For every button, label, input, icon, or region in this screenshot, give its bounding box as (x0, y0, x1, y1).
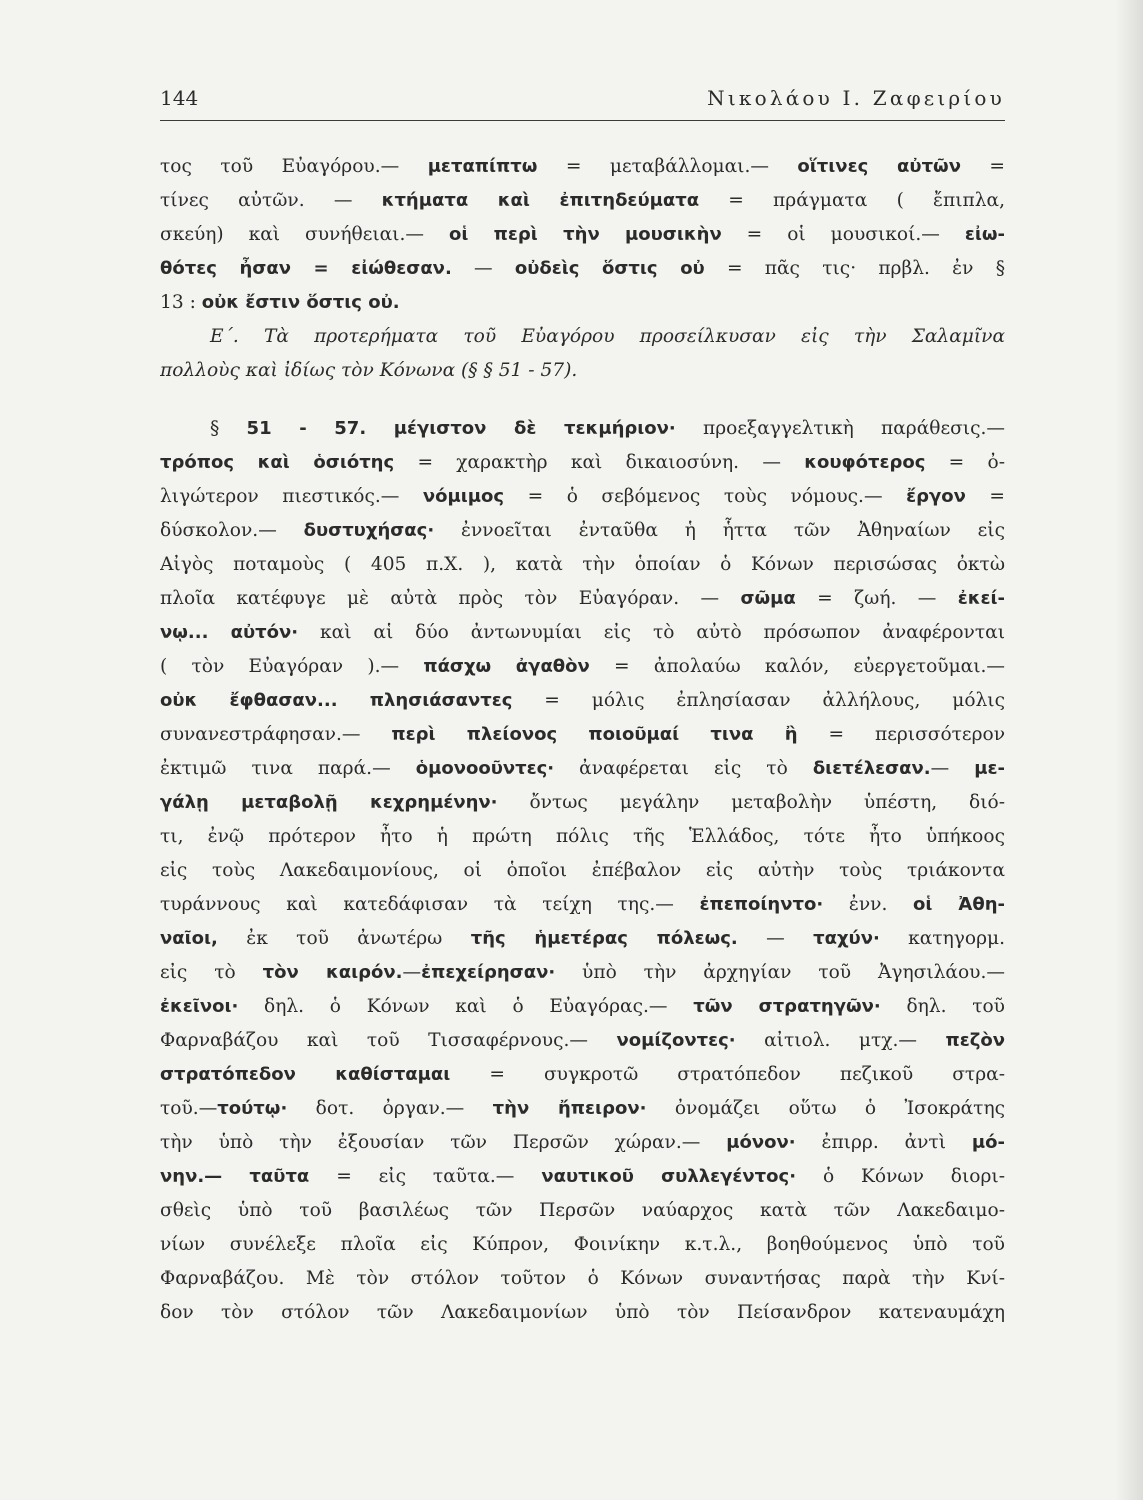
gloss-text: καὶ αἱ δύο ἀντωνυμίαι εἰς τὸ αὐτὸ πρόσωπον ἀναφέρονται (298, 622, 1005, 643)
gloss-text: — (451, 258, 515, 279)
lemma-term: περὶ πλείονος ποιοῦμαί τινα ἢ (391, 724, 798, 745)
lemma-term: οὐκ ἔφθασαν... πλησιάσαντες (160, 690, 513, 711)
text-line (160, 150, 1005, 184)
lemma-term: οὐκ ἔστιν ὅστις οὐ. (201, 292, 400, 313)
lemma-term: εἰω- (964, 224, 1005, 245)
text-line (160, 582, 1005, 616)
lemma-term: τῆς ἡμετέρας πόλεως. (470, 928, 738, 949)
text-line (160, 184, 1005, 218)
gloss-text: = ζωή. — (795, 588, 958, 609)
gloss-text: αἰτιολ. μτχ.— (735, 1030, 946, 1051)
lemma-term: νῳ... αὐτόν· (160, 622, 299, 643)
text-line (160, 1126, 1005, 1160)
gloss-text: τίνες αὐτῶν. — (160, 190, 382, 211)
gloss-text: τι, ἐνῷ πρότερον ἦτο ἡ πρώτη πόλις τῆς Ἑλλάδος, τότε ἦτο ὑπήκοος (160, 826, 1005, 847)
lemma-term: στρατόπεδον καθίσταμαι (160, 1064, 451, 1085)
gloss-text: 13 : (160, 292, 202, 313)
text-line (160, 854, 1005, 888)
running-title: Νικολάου Ι. Ζαφειρίου (707, 86, 1005, 110)
lemma-term: πάσχω ἀγαθὸν (423, 656, 590, 677)
lemma-term: ἐκεί- (957, 588, 1005, 609)
gloss-text: δηλ. ὁ Κόνων καὶ ὁ Εὐαγόρας.— (238, 996, 694, 1017)
gloss-text: = μεταβάλλομαι.— (537, 156, 798, 177)
lemma-term: με- (974, 758, 1005, 779)
gloss-text: τοῦ.— (160, 1098, 218, 1119)
text-line (160, 446, 1005, 480)
gloss-text: = ὁ σεβόμενος τοὺς νόμους.— (504, 486, 907, 507)
running-header (160, 86, 1005, 121)
gloss-text: = πᾶς τις· πρβλ. ἐν § (704, 258, 1005, 279)
gloss-text: τυράννους καὶ κατεδάφισαν τὰ τείχη της.— (160, 894, 700, 915)
lemma-term: δυστυχήσας· (303, 520, 435, 541)
page-edge-shadow (1115, 0, 1143, 1500)
lemma-term: ἐπεχείρησαν· (421, 962, 556, 983)
gloss-text: = περισσότερον (797, 724, 1005, 745)
text-line (160, 888, 1005, 922)
gloss-text: = συγκροτῶ στρατόπεδον πεζικοῦ στρα- (450, 1064, 1005, 1085)
gloss-text: δοτ. ὀργαν.— (287, 1098, 493, 1119)
gloss-text: Αἰγὸς ποταμοὺς ( 405 π.Χ. ), κατὰ τὴν ὁποίαν ὁ Κόνων περισώσας ὀκτὼ (160, 554, 1005, 575)
gloss-text: — (737, 928, 814, 949)
gloss-text: = (960, 156, 1005, 177)
lemma-term: ἐκεῖνοι· (160, 996, 239, 1017)
lemma-term: τούτῳ· (217, 1098, 288, 1119)
lemma-term: ἔργον (906, 486, 966, 507)
section-heading-text: πολλοὺς καὶ ἰδίως τὸν Κόνωνα (§ § 51 - 57). (160, 360, 578, 381)
gloss-text: ὁ Κόνων διορι- (796, 1166, 1005, 1187)
body-text (160, 150, 1005, 1330)
text-line (160, 616, 1005, 650)
lemma-term: κτήματα καὶ ἐπιτηδεύματα (381, 190, 700, 211)
lemma-term: διετέλεσαν. (812, 758, 931, 779)
gloss-text: ὀνομάζει οὕτω ὁ Ἰσοκράτης (646, 1098, 1005, 1119)
gloss-text: ἐνν. (823, 894, 914, 915)
text-line (160, 412, 1005, 446)
gloss-text: Φαρναβάζου καὶ τοῦ Τισσαφέρνους.— (160, 1030, 617, 1051)
text-line (160, 252, 1005, 286)
text-line (160, 1194, 1005, 1228)
text-line (160, 514, 1005, 548)
lemma-term: οἱ Ἀθη- (913, 894, 1005, 915)
gloss-text: = ὀ- (925, 452, 1005, 473)
lemma-term: νόμιμος (422, 486, 505, 507)
text-line (160, 1024, 1005, 1058)
gloss-text: εἰς τὸ (160, 962, 263, 983)
text-line (160, 718, 1005, 752)
text-line (160, 320, 1005, 354)
text-line (160, 990, 1005, 1024)
lemma-term: κουφότερος (804, 452, 926, 473)
lemma-term: οἱ περὶ τὴν μουσικὴν (448, 224, 722, 245)
lemma-term: μό- (971, 1132, 1005, 1153)
text-line (160, 1228, 1005, 1262)
gloss-text: ( τὸν Εὐαγόραν ).— (160, 656, 424, 677)
section-heading-text: Ε΄. Τὰ προτερήματα τοῦ Εὐαγόρου προσείλκυσαν εἰς τὴν Σαλαμῖνα (210, 326, 1005, 347)
lemma-term: 51 - 57. μέγιστον δὲ τεκμήριον· (246, 418, 676, 439)
lemma-term: ναυτικοῦ συλλεγέντος· (541, 1166, 797, 1187)
gloss-text: = χαρακτὴρ καὶ δικαιοσύνη. — (394, 452, 805, 473)
gloss-text: ἐννοεῖται ἐνταῦθα ἡ ἧττα τῶν Ἀθηναίων εἰς (434, 520, 1005, 541)
lemma-term: μεταπίπτω (427, 156, 538, 177)
gloss-text: δον τὸν στόλον τῶν Λακεδαιμονίων ὑπὸ τὸν Πείσανδρον κατεναυμάχη (160, 1302, 1005, 1323)
gloss-text: τὴν ὑπὸ τὴν ἐξουσίαν τῶν Περσῶν χώραν.— (160, 1132, 727, 1153)
gloss-text: — (402, 962, 422, 983)
lemma-term: νην.— ταῦτα (160, 1166, 310, 1187)
gloss-text: δηλ. τοῦ (880, 996, 1005, 1017)
gloss-text: νίων συνέλεξε πλοῖα εἰς Κύπρον, Φοινίκην κ.τ.λ., βοηθούμενος ὑπὸ τοῦ (160, 1234, 1005, 1255)
lemma-term: τῶν στρατηγῶν· (693, 996, 881, 1017)
lemma-term: ἐπεποίηντο· (699, 894, 824, 915)
text-line (160, 1160, 1005, 1194)
lemma-term: ὁμονοοῦντες· (415, 758, 555, 779)
text-line (160, 1092, 1005, 1126)
text-line (160, 684, 1005, 718)
gloss-text: § (210, 418, 247, 439)
gloss-text: πλοῖα κατέφυγε μὲ αὐτὰ πρὸς τὸν Εὐαγόραν. — (160, 588, 741, 609)
gloss-text: = εἰς ταῦτα.— (309, 1166, 542, 1187)
gloss-text: δύσκολον.— (160, 520, 304, 541)
lemma-term: πεζὸν (945, 1030, 1005, 1051)
gloss-text: ὄντως μεγάλην μεταβολὴν ὑπέστη, διό- (497, 792, 1005, 813)
text-line (160, 354, 1005, 388)
gloss-text: προεξαγγελτικὴ παράθεσις.— (675, 418, 1005, 439)
gloss-text: ἐκτιμῶ τινα παρά.— (160, 758, 416, 779)
lemma-term: νομίζοντες· (616, 1030, 736, 1051)
gloss-text: σκεύη) καὶ συνήθειαι.— (160, 224, 449, 245)
gloss-text: = (965, 486, 1005, 507)
gloss-text: λιγώτερον πιεστικός.— (160, 486, 423, 507)
gloss-text: εἰς τοὺς Λακεδαιμονίους, οἱ ὁποῖοι ἐπέβαλον εἰς αὐτὴν τοὺς τριάκοντα (160, 860, 1005, 881)
lemma-term: γάλῃ μεταβολῇ κεχρημένην· (160, 792, 498, 813)
gloss-text: κατηγορμ. (879, 928, 1005, 949)
gloss-text: σθεὶς ὑπὸ τοῦ βασιλέως τῶν Περσῶν ναύαρχος κατὰ τῶν Λακεδαιμο- (160, 1200, 1005, 1221)
gloss-text: ἐκ τοῦ ἀνωτέρω (217, 928, 471, 949)
text-line (160, 218, 1005, 252)
gloss-text: = πράγματα ( ἔπιπλα, (699, 190, 1005, 211)
text-line (160, 1296, 1005, 1330)
gloss-text: ἀναφέρεται εἰς τὸ (554, 758, 813, 779)
text-line (160, 650, 1005, 684)
text-line (160, 1058, 1005, 1092)
gloss-text: συνανεστράφησαν.— (160, 724, 392, 745)
lemma-term: ταχύν· (813, 928, 880, 949)
lemma-term: τὴν ἤπειρον· (492, 1098, 647, 1119)
text-line (160, 922, 1005, 956)
paragraph-gap (160, 388, 1005, 412)
lemma-term: τρόπος καὶ ὁσιότης (160, 452, 395, 473)
gloss-text: ὑπὸ τὴν ἀρχηγίαν τοῦ Ἀγησιλάου.— (555, 962, 1005, 983)
text-line (160, 786, 1005, 820)
gloss-text: = ἀπολαύω καλόν, εὐεργετοῦμαι.— (589, 656, 1005, 677)
lemma-term: μόνον· (726, 1132, 796, 1153)
gloss-text: — (930, 758, 975, 779)
text-line (160, 820, 1005, 854)
text-line (160, 956, 1005, 990)
text-line (160, 1262, 1005, 1296)
lemma-term: ναῖοι, (160, 928, 218, 949)
gloss-text: = οἱ μουσικοί.— (721, 224, 965, 245)
gloss-text: = μόλις ἐπλησίασαν ἀλλήλους, μόλις (512, 690, 1005, 711)
gloss-text: τος τοῦ Εὐαγόρου.— (160, 156, 428, 177)
text-line (160, 286, 1005, 320)
page-number: 144 (160, 86, 199, 110)
lemma-term: θότες ἦσαν = εἰώθεσαν. (160, 258, 452, 279)
lemma-term: σῶμα (740, 588, 796, 609)
lemma-term: τὸν καιρόν. (262, 962, 403, 983)
lemma-term: οὐδεὶς ὅστις οὐ (514, 258, 705, 279)
text-line (160, 548, 1005, 582)
lemma-term: οἵτινες αὐτῶν (797, 156, 961, 177)
gloss-text: ἐπιρρ. ἀντὶ (795, 1132, 972, 1153)
gloss-text: Φαρναβάζου. Μὲ τὸν στόλον τοῦτον ὁ Κόνων συναντήσας παρὰ τὴν Κνί- (160, 1268, 1005, 1289)
text-line (160, 480, 1005, 514)
text-line (160, 752, 1005, 786)
